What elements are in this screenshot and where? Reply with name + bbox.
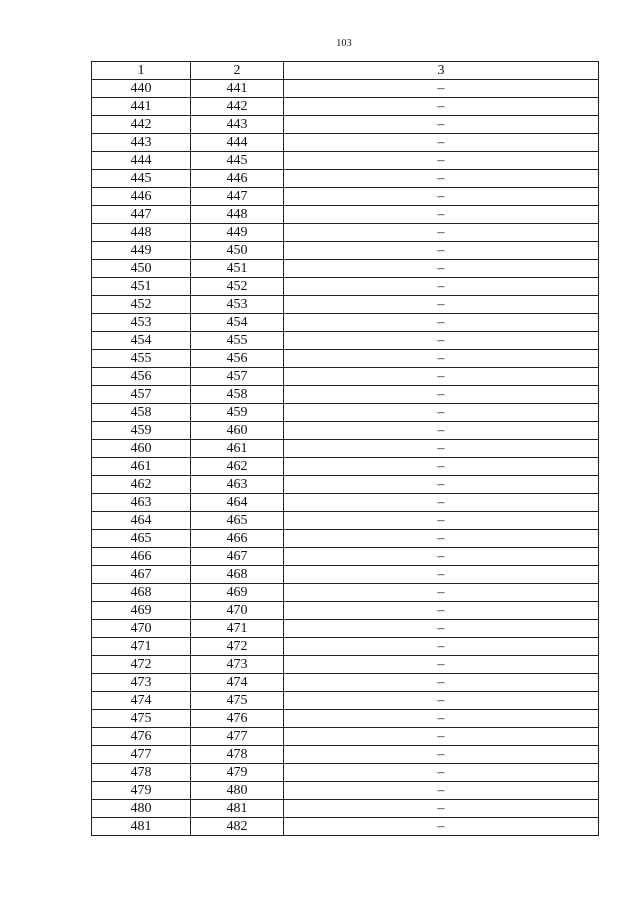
table-cell-col-3: – bbox=[284, 368, 599, 386]
table-cell-col-1: 470 bbox=[92, 620, 191, 638]
table-cell-col-1: 454 bbox=[92, 332, 191, 350]
table-cell-col-2: 457 bbox=[191, 368, 284, 386]
table-cell-col-1: 468 bbox=[92, 584, 191, 602]
table-cell-col-2: 468 bbox=[191, 566, 284, 584]
table-row bbox=[92, 386, 599, 404]
table-cell-col-2: 442 bbox=[191, 98, 284, 116]
column-header-2: 2 bbox=[191, 62, 284, 80]
table-cell-col-3: – bbox=[284, 566, 599, 584]
table-cell-col-3: – bbox=[284, 404, 599, 422]
table-cell-col-1: 448 bbox=[92, 224, 191, 242]
table-cell-col-3: – bbox=[284, 152, 599, 170]
table-cell-col-1: 456 bbox=[92, 368, 191, 386]
table-row bbox=[92, 350, 599, 368]
table-cell-col-1: 478 bbox=[92, 764, 191, 782]
table-row bbox=[92, 548, 599, 566]
table-cell-col-3: – bbox=[284, 260, 599, 278]
table-row bbox=[92, 134, 599, 152]
table-cell-col-1: 445 bbox=[92, 170, 191, 188]
table-header bbox=[92, 62, 599, 80]
table-cell-col-1: 447 bbox=[92, 206, 191, 224]
table-cell-col-1: 455 bbox=[92, 350, 191, 368]
table-cell-col-2: 463 bbox=[191, 476, 284, 494]
table-cell-col-1: 452 bbox=[92, 296, 191, 314]
table-row bbox=[92, 584, 599, 602]
table-cell-col-3: – bbox=[284, 170, 599, 188]
table-cell-col-1: 479 bbox=[92, 782, 191, 800]
table-cell-col-2: 477 bbox=[191, 728, 284, 746]
table-cell-col-1: 465 bbox=[92, 530, 191, 548]
table-cell-col-1: 472 bbox=[92, 656, 191, 674]
table-row bbox=[92, 206, 599, 224]
table-cell-col-3: – bbox=[284, 764, 599, 782]
table-row bbox=[92, 800, 599, 818]
table-row bbox=[92, 656, 599, 674]
table-cell-col-1: 450 bbox=[92, 260, 191, 278]
table-cell-col-2: 448 bbox=[191, 206, 284, 224]
table-row bbox=[92, 152, 599, 170]
table-cell-col-2: 471 bbox=[191, 620, 284, 638]
table-cell-col-3: – bbox=[284, 80, 599, 98]
table-cell-col-1: 463 bbox=[92, 494, 191, 512]
table-cell-col-2: 449 bbox=[191, 224, 284, 242]
table-cell-col-3: – bbox=[284, 674, 599, 692]
table-cell-col-2: 482 bbox=[191, 818, 284, 836]
table-cell-col-2: 464 bbox=[191, 494, 284, 512]
table-row bbox=[92, 116, 599, 134]
table-cell-col-3: – bbox=[284, 98, 599, 116]
table-cell-col-1: 464 bbox=[92, 512, 191, 530]
table-cell-col-1: 451 bbox=[92, 278, 191, 296]
table-cell-col-1: 466 bbox=[92, 548, 191, 566]
table-cell-col-3: – bbox=[284, 494, 599, 512]
table-cell-col-1: 440 bbox=[92, 80, 191, 98]
table-cell-col-1: 476 bbox=[92, 728, 191, 746]
table-cell-col-2: 467 bbox=[191, 548, 284, 566]
table-row bbox=[92, 98, 599, 116]
table-cell-col-2: 451 bbox=[191, 260, 284, 278]
table-row bbox=[92, 458, 599, 476]
table-row bbox=[92, 314, 599, 332]
table-cell-col-1: 453 bbox=[92, 314, 191, 332]
table-row bbox=[92, 80, 599, 98]
table-row bbox=[92, 170, 599, 188]
table-cell-col-3: – bbox=[284, 638, 599, 656]
table-cell-col-2: 478 bbox=[191, 746, 284, 764]
table-row bbox=[92, 278, 599, 296]
table-cell-col-2: 473 bbox=[191, 656, 284, 674]
table-cell-col-1: 459 bbox=[92, 422, 191, 440]
table-cell-col-3: – bbox=[284, 530, 599, 548]
table-cell-col-3: – bbox=[284, 440, 599, 458]
table-cell-col-3: – bbox=[284, 422, 599, 440]
table-cell-col-3: – bbox=[284, 728, 599, 746]
table-row bbox=[92, 494, 599, 512]
table-cell-col-2: 465 bbox=[191, 512, 284, 530]
table-cell-col-2: 447 bbox=[191, 188, 284, 206]
table-cell-col-2: 453 bbox=[191, 296, 284, 314]
table-cell-col-2: 441 bbox=[191, 80, 284, 98]
table-cell-col-1: 462 bbox=[92, 476, 191, 494]
table-cell-col-1: 477 bbox=[92, 746, 191, 764]
page-number: 103 bbox=[336, 38, 352, 49]
table-row bbox=[92, 566, 599, 584]
table-cell-col-3: – bbox=[284, 314, 599, 332]
table-row bbox=[92, 512, 599, 530]
table-body bbox=[92, 80, 599, 836]
table-row bbox=[92, 746, 599, 764]
table-cell-col-3: – bbox=[284, 710, 599, 728]
table-row bbox=[92, 422, 599, 440]
table-cell-col-2: 459 bbox=[191, 404, 284, 422]
table-row bbox=[92, 188, 599, 206]
table-row bbox=[92, 242, 599, 260]
table-cell-col-2: 470 bbox=[191, 602, 284, 620]
table-cell-col-1: 469 bbox=[92, 602, 191, 620]
table-cell-col-2: 475 bbox=[191, 692, 284, 710]
table-cell-col-3: – bbox=[284, 548, 599, 566]
table-cell-col-1: 443 bbox=[92, 134, 191, 152]
table-cell-col-2: 474 bbox=[191, 674, 284, 692]
table-row bbox=[92, 692, 599, 710]
table-row bbox=[92, 602, 599, 620]
table-cell-col-2: 472 bbox=[191, 638, 284, 656]
table-cell-col-3: – bbox=[284, 602, 599, 620]
table-cell-col-3: – bbox=[284, 188, 599, 206]
table-cell-col-2: 458 bbox=[191, 386, 284, 404]
table-cell-col-1: 458 bbox=[92, 404, 191, 422]
table-cell-col-2: 461 bbox=[191, 440, 284, 458]
table-cell-col-3: – bbox=[284, 134, 599, 152]
table-cell-col-3: – bbox=[284, 278, 599, 296]
table-cell-col-2: 476 bbox=[191, 710, 284, 728]
table-row bbox=[92, 710, 599, 728]
table-cell-col-2: 450 bbox=[191, 242, 284, 260]
table-cell-col-1: 446 bbox=[92, 188, 191, 206]
table-cell-col-1: 460 bbox=[92, 440, 191, 458]
column-header-3: 3 bbox=[284, 62, 599, 80]
table-row bbox=[92, 620, 599, 638]
table-cell-col-3: – bbox=[284, 800, 599, 818]
table-cell-col-1: 442 bbox=[92, 116, 191, 134]
table-cell-col-2: 443 bbox=[191, 116, 284, 134]
table-cell-col-2: 481 bbox=[191, 800, 284, 818]
table-cell-col-1: 475 bbox=[92, 710, 191, 728]
table-cell-col-1: 461 bbox=[92, 458, 191, 476]
table-row bbox=[92, 224, 599, 242]
table-cell-col-1: 471 bbox=[92, 638, 191, 656]
table-cell-col-3: – bbox=[284, 656, 599, 674]
table-cell-col-3: – bbox=[284, 224, 599, 242]
table-row bbox=[92, 332, 599, 350]
table-cell-col-2: 460 bbox=[191, 422, 284, 440]
header-row bbox=[92, 62, 599, 80]
table-row bbox=[92, 782, 599, 800]
table-row bbox=[92, 440, 599, 458]
table-cell-col-1: 474 bbox=[92, 692, 191, 710]
table-cell-col-1: 449 bbox=[92, 242, 191, 260]
table-row bbox=[92, 404, 599, 422]
table-cell-col-3: – bbox=[284, 818, 599, 836]
table-cell-col-1: 444 bbox=[92, 152, 191, 170]
table-cell-col-3: – bbox=[284, 476, 599, 494]
table-cell-col-1: 481 bbox=[92, 818, 191, 836]
table-row bbox=[92, 530, 599, 548]
table-cell-col-3: – bbox=[284, 350, 599, 368]
table-row bbox=[92, 638, 599, 656]
table-cell-col-2: 469 bbox=[191, 584, 284, 602]
table-cell-col-1: 441 bbox=[92, 98, 191, 116]
table-cell-col-2: 454 bbox=[191, 314, 284, 332]
table-cell-col-3: – bbox=[284, 746, 599, 764]
table-cell-col-2: 445 bbox=[191, 152, 284, 170]
table-cell-col-3: – bbox=[284, 512, 599, 530]
column-header-1: 1 bbox=[92, 62, 191, 80]
table-cell-col-3: – bbox=[284, 386, 599, 404]
table-row bbox=[92, 728, 599, 746]
table-cell-col-3: – bbox=[284, 116, 599, 134]
table-cell-col-1: 473 bbox=[92, 674, 191, 692]
table-row bbox=[92, 674, 599, 692]
table-cell-col-3: – bbox=[284, 782, 599, 800]
table-cell-col-2: 466 bbox=[191, 530, 284, 548]
table-cell-col-3: – bbox=[284, 332, 599, 350]
table-cell-col-2: 446 bbox=[191, 170, 284, 188]
table-cell-col-3: – bbox=[284, 620, 599, 638]
table-row bbox=[92, 818, 599, 836]
table-cell-col-2: 455 bbox=[191, 332, 284, 350]
table-cell-col-2: 479 bbox=[191, 764, 284, 782]
table-cell-col-1: 480 bbox=[92, 800, 191, 818]
table-cell-col-1: 467 bbox=[92, 566, 191, 584]
table-cell-col-2: 462 bbox=[191, 458, 284, 476]
table-cell-col-1: 457 bbox=[92, 386, 191, 404]
table-cell-col-3: – bbox=[284, 692, 599, 710]
table-cell-col-3: – bbox=[284, 458, 599, 476]
table-cell-col-3: – bbox=[284, 206, 599, 224]
table-cell-col-3: – bbox=[284, 296, 599, 314]
table-row bbox=[92, 368, 599, 386]
table-row bbox=[92, 476, 599, 494]
table-cell-col-2: 456 bbox=[191, 350, 284, 368]
data-table bbox=[91, 61, 599, 836]
table-cell-col-2: 452 bbox=[191, 278, 284, 296]
table-row bbox=[92, 764, 599, 782]
table-cell-col-3: – bbox=[284, 242, 599, 260]
table-row bbox=[92, 296, 599, 314]
table-cell-col-2: 444 bbox=[191, 134, 284, 152]
table-row bbox=[92, 260, 599, 278]
table-cell-col-3: – bbox=[284, 584, 599, 602]
table-cell-col-2: 480 bbox=[191, 782, 284, 800]
